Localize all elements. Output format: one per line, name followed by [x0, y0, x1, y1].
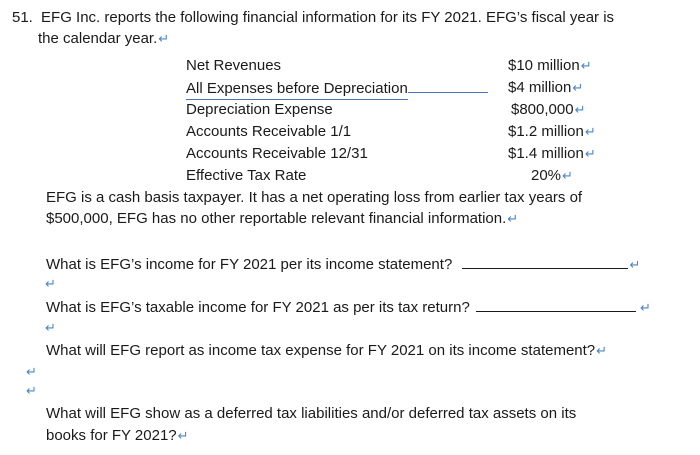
paragraph-mark-icon: ↵ [45, 320, 56, 335]
question-intro-line2-wrap [38, 29, 169, 49]
question-4-line1: What will EFG show as a deferred tax liabilities and/or deferred tax assets on its [46, 405, 577, 422]
paragraph-mark-icon: ↵ [562, 168, 573, 183]
question-number: 51. [12, 9, 33, 26]
table-value-ar-begin: $1.2 million↵ [508, 123, 596, 140]
paragraph-mark-icon: ↵ [629, 257, 641, 272]
question-intro-line1: EFG Inc. reports the following financial information for its FY 2021. EFG’s fiscal year is [41, 9, 615, 26]
table-value-ar-end: $1.4 million↵ [508, 145, 596, 162]
paragraph-mark-icon: ↵ [158, 31, 170, 46]
narrative-line2-wrap: $500,000, EFG has no other reportable relevant financial information.↵ [46, 210, 519, 227]
paragraph-mark-icon: ↵ [507, 211, 519, 226]
paragraph-mark-icon: ↵ [45, 276, 56, 291]
table-value-tax-rate: 20%↵ [531, 167, 573, 184]
paragraph-mark-icon: ↵ [596, 343, 608, 358]
answer-blank-1[interactable] [462, 254, 628, 269]
paragraph-mark-icon: ↵ [574, 102, 586, 117]
paragraph-mark-icon: ↵ [639, 300, 651, 315]
table-label-tax-rate: Effective Tax Rate [186, 167, 307, 184]
table-label-depreciation: Depreciation Expense [186, 101, 333, 118]
paragraph-mark-icon: ↵ [177, 428, 189, 443]
table-label-ar-end: Accounts Receivable 12/31 [186, 145, 368, 162]
table-label-net-revenues: Net Revenues [186, 57, 282, 74]
underline-filler [408, 78, 488, 93]
paragraph-mark-icon: ↵ [26, 383, 37, 398]
paragraph-mark-icon: ↵ [584, 124, 596, 139]
paragraph-mark-icon: ↵ [580, 58, 592, 73]
table-label-expenses: All Expenses before Depreciation [186, 78, 488, 100]
question-header [12, 8, 614, 28]
question-3: What will EFG report as income tax expense for FY 2021 on its income statement?↵ [46, 342, 608, 359]
question-1: What is EFG’s income for FY 2021 per its income statement? ↵ [46, 256, 641, 273]
question-4-line2: books for FY 2021?↵ [46, 427, 189, 444]
narrative-line1: EFG is a cash basis taxpayer. It has a net operating loss from earlier tax years of [46, 189, 583, 206]
answer-blank-2[interactable] [476, 297, 636, 312]
paragraph-mark-icon: ↵ [572, 80, 584, 95]
question-intro-line2: the calendar year. [38, 30, 158, 47]
table-value-net-revenues: $10 million↵ [508, 57, 592, 74]
table-value-expenses: $4 million↵ [508, 79, 584, 96]
paragraph-mark-icon: ↵ [26, 364, 37, 379]
table-label-ar-begin: Accounts Receivable 1/1 [186, 123, 352, 140]
table-value-depreciation: $800,000↵ [511, 101, 586, 118]
paragraph-mark-icon: ↵ [584, 146, 596, 161]
question-2: What is EFG’s taxable income for FY 2021 as per its tax return? ↵ [46, 299, 651, 316]
